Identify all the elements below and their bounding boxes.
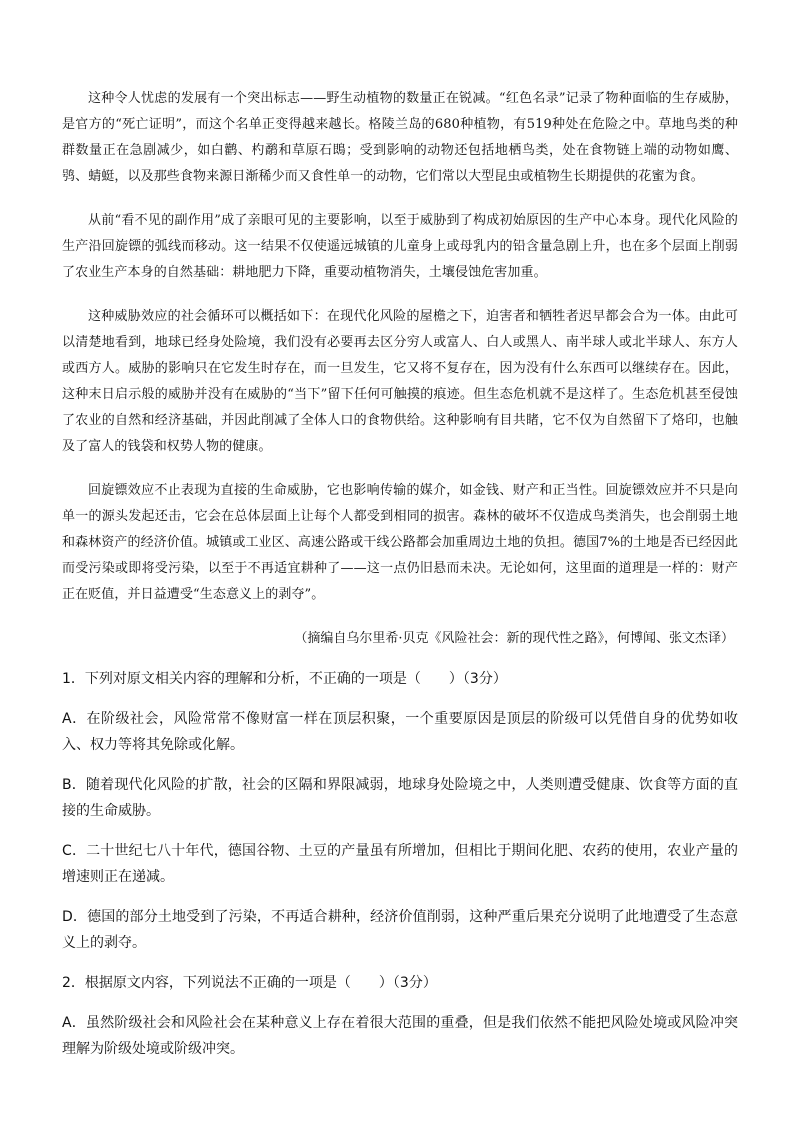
reading-passage [62,86,738,652]
passage-source: （摘编自乌尔里希·贝克《风险社会：新的现代性之路》，何博闻、张文杰译） [294,631,734,646]
question-1-option-c: C．二十世纪七八十年代，德国谷物、土豆的产量虽有所增加，但相比于期间化肥、农药的使用，农业产量的增速则正在递减。 [62,843,738,885]
question-2-option-a: A．虽然阶级社会和风险社会在某种意义上存在着很大范围的重叠，但是我们依然不能把风险处境或风险冲突理解为阶级处境或阶级冲突。 [62,1015,738,1057]
passage-paragraph-4: 回旋镖效应不止表现为直接的生命威胁，它也影响传输的媒介，如金钱、财产和正当性。回旋镖效应并不只是向单一的源头发起还击，它会在总体层面上让每个人都受到相同的损害。森林的破坏不仅造成鸟类消失，也会削弱土地和森林资产的经济价值。城镇或工业区、高速公路或干线公路都会加重周边土地的负担。德国7%的土地是否已经因此而受污染或即将受污染，以至于不再适宜耕种了——这一点仍旧悬而未决。无论如何，这里面的道理是一样的：财产正在贬值，并日益遭受“生态意义上的剥夺”。 [62,483,738,602]
question-1-option-a: A．在阶级社会，风险常常不像财富一样在顶层积聚，一个重要原因是顶层的阶级可以凭借自身的优势如收入、权力等将其免除或化解。 [62,711,738,753]
question-1-option-d: D．德国的部分土地受到了污染，不再适合耕种，经济价值削弱，这种严重后果充分说明了此地遭受了生态意义上的剥夺。 [62,909,738,951]
exam-page [62,86,738,1076]
passage-paragraph-3: 这种威胁效应的社会循环可以概括如下：在现代化风险的屋檐之下，迫害者和牺牲者迟早都会合为一体。由此可以清楚地看到，地球已经身处险境，我们没有必要再去区分穷人或富人、白人或黑人、南半球人或北半球人、东方人或西方人。威胁的影响只在它发生时存在，而一旦发生，它又将不复存在，因为没有什么东西可以继续存在。因此，这种末日启示般的威胁并没有在威胁的“当下”留下任何可触摸的痕迹。但生态危机就不是这样了。生态危机甚至侵蚀了农业的自然和经济基础，并因此削减了全体人口的食物供给。这种影响有目共睹，它不仅为自然留下了烙印，也触及了富人的钱袋和权势人物的健康。 [62,309,738,454]
passage-paragraph-1: 这种令人忧虑的发展有一个突出标志——野生动植物的数量正在锐减。“红色名录”记录了物种面临的生存威胁，是官方的“死亡证明”，而这个名单正变得越来越长。格陵兰岛的680种植物，有519种处在危险之中。草地鸟类的种群数量正在急剧减少，如白鹳、杓鹬和草原石鵖；受到影响的动物还包括地栖鸟类，处在食物链上端的动物如鹰、鸮、蜻蜓，以及那些食物来源日渐稀少而又食性单一的动物，它们常以大型昆虫或植物生长期提供的花蜜为食。 [62,91,738,184]
question-section [62,666,738,1062]
question-1-option-b: B．随着现代化风险的扩散，社会的区隔和界限减弱，地球身处险境之中，人类则遭受健康、饮食等方面的直接的生命威胁。 [62,777,738,819]
question-2-stem: 2．根据原文内容，下列说法不正确的一项是（ ）（3分） [62,975,437,991]
question-1-stem: 1．下列对原文相关内容的理解和分析，不正确的一项是（ ）（3分） [62,671,507,687]
passage-paragraph-2: 从前“看不见的副作用”成了亲眼可见的主要影响，以至于威胁到了构成初始原因的生产中心本身。现代化风险的生产沿回旋镖的弧线而移动。这一结果不仅使遥远城镇的儿童身上或母乳内的铅含量急剧上升，也在多个层面上削弱了农业生产本身的自然基础：耕地肥力下降，重要动植物消失，土壤侵蚀危害加重。 [62,213,738,280]
